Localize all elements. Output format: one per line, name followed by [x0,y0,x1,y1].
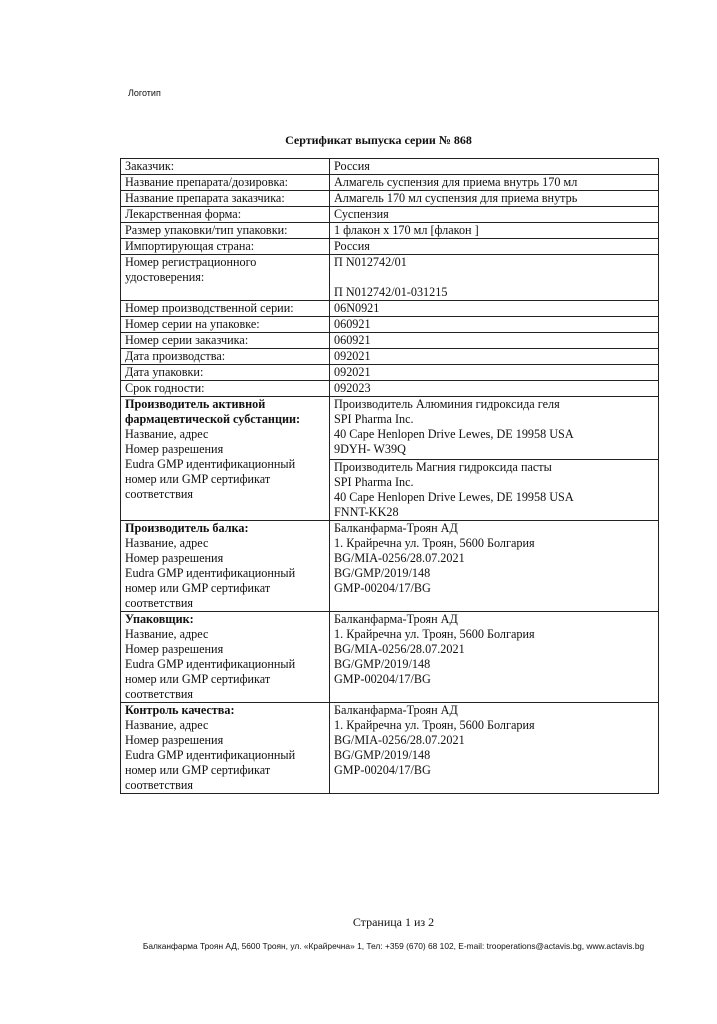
api-manufacturer-1 [334,397,654,457]
field-gmp-certificate: номер или GMP сертификат [125,581,271,595]
table-row [121,301,659,317]
registration-label [121,255,330,301]
table-row [121,365,659,381]
row-label: Лекарственная форма: [121,207,330,223]
permit-number: BG/MIA-0256/28.07.2021 [334,733,465,747]
field-gmp-certificate: номер или GMP сертификат [125,763,271,777]
registration-value [330,255,659,301]
api-substance-title: Производитель Магния гидроксида пасты [334,460,552,474]
table-row [121,159,659,175]
page-number: Страница 1 из 2 [352,915,435,929]
permit-number: BG/MIA-0256/28.07.2021 [334,642,465,656]
company-address: 1. Крайречна ул. Троян, 5600 Болгария [334,627,535,641]
field-permit-number: Номер разрешения [125,551,224,565]
company-name: Балканфарма-Троян АД [334,703,458,717]
gmp-certificate-number: GMP-00204/17/BG [334,763,431,777]
gmp-certificate-number: GMP-00204/17/BG [334,672,431,686]
table-row [121,175,659,191]
row-value: 1 флакон х 170 мл [флакон ] [330,223,659,239]
packager-label [121,612,330,703]
row-value: 092021 [330,365,659,381]
api-heading-line2: фармацевтической субстанции: [125,412,301,426]
row-label: Заказчик: [121,159,330,175]
field-eudra-gmp: Eudra GMP идентификационный [125,748,296,762]
row-label: Дата упаковки: [121,365,330,381]
api-manufacturer-label [121,397,330,521]
quality-control-row [121,703,659,794]
field-permit-number: Номер разрешения [125,733,224,747]
field-eudra-gmp: Eudra GMP идентификационный [125,457,296,471]
row-label: Название препарата заказчика: [121,191,330,207]
field-name-address: Название, адрес [125,427,209,441]
field-permit-number: Номер разрешения [125,642,224,656]
api-heading-line1: Производитель активной [125,397,266,411]
row-value: Алмагель суспензия для приема внутрь 170 мл [330,175,659,191]
quality-control-label [121,703,330,794]
row-value: Россия [330,159,659,175]
logo-placeholder: Логотип [128,88,161,98]
field-compliance: соответствия [125,778,193,792]
registration-label-line1: Номер регистрационного [125,255,257,269]
field-compliance: соответствия [125,687,193,701]
eudra-gmp-number: BG/GMP/2019/148 [334,566,431,580]
section-heading: Упаковщик: [125,612,194,626]
table-row [121,239,659,255]
api-company-name: SPI Pharma Inc. [334,412,414,426]
field-compliance: соответствия [125,487,193,501]
row-value: Алмагель 170 мл суспензия для приема внутрь [330,191,659,207]
row-value: 06N0921 [330,301,659,317]
row-label: Номер производственной серии: [121,301,330,317]
api-company-name: SPI Pharma Inc. [334,475,414,489]
api-company-address: 40 Cape Henlopen Drive Lewes, DE 19958 USA [334,490,574,504]
company-name: Балканфарма-Троян АД [334,612,458,626]
company-footer: Балканфарма Троян АД, 5600 Троян, ул. «Крайречна» 1, Тел: +359 (670) 68 102, E-mail: trooperations@actavis.bg, www.actavis.bg [142,941,645,951]
api-manufacturer-2 [330,459,658,520]
row-value: Суспензия [330,207,659,223]
permit-number: BG/MIA-0256/28.07.2021 [334,551,465,565]
bulk-manufacturer-value [330,521,659,612]
quality-control-value [330,703,659,794]
bulk-manufacturer-label [121,521,330,612]
table-row [121,207,659,223]
field-eudra-gmp: Eudra GMP идентификационный [125,566,296,580]
field-compliance: соответствия [125,596,193,610]
api-gmp-number: FNNT-KK28 [334,505,399,519]
table-row [121,191,659,207]
company-address: 1. Крайречна ул. Троян, 5600 Болгария [334,536,535,550]
row-label: Дата производства: [121,349,330,365]
row-value: 060921 [330,317,659,333]
row-label: Размер упаковки/тип упаковки: [121,223,330,239]
gmp-certificate-number: GMP-00204/17/BG [334,581,431,595]
table-row [121,223,659,239]
table-row [121,333,659,349]
registration-row [121,255,659,301]
registration-number: П N012742/01 [334,255,407,269]
field-name-address: Название, адрес [125,536,209,550]
field-name-address: Название, адрес [125,718,209,732]
field-name-address: Название, адрес [125,627,209,641]
field-gmp-certificate: номер или GMP сертификат [125,472,271,486]
document-title: Сертификат выпуска серии № 868 [285,133,472,147]
company-name: Балканфарма-Троян АД [334,521,458,535]
field-eudra-gmp: Eudra GMP идентификационный [125,657,296,671]
table-row [121,381,659,397]
registration-label-line2: удостоверения: [125,270,205,284]
row-value: Россия [330,239,659,255]
row-label: Название препарата/дозировка: [121,175,330,191]
api-company-address: 40 Cape Henlopen Drive Lewes, DE 19958 USA [334,427,574,441]
registration-number-change: П N012742/01-031215 [334,285,448,299]
table-row [121,349,659,365]
certificate-table [120,158,659,794]
bulk-manufacturer-row [121,521,659,612]
api-gmp-number: 9DYH- W39Q [334,442,406,456]
company-address: 1. Крайречна ул. Троян, 5600 Болгария [334,718,535,732]
section-heading: Производитель балка: [125,521,249,535]
packager-value [330,612,659,703]
api-manufacturer-value [330,397,659,521]
api-substance-title: Производитель Алюминия гидроксида геля [334,397,560,411]
eudra-gmp-number: BG/GMP/2019/148 [334,748,431,762]
row-value: 092023 [330,381,659,397]
section-heading: Контроль качества: [125,703,235,717]
row-label: Импортирующая страна: [121,239,330,255]
api-manufacturer-row [121,397,659,521]
row-value: 092021 [330,349,659,365]
packager-row [121,612,659,703]
row-label: Номер серии на упаковке: [121,317,330,333]
row-label: Номер серии заказчика: [121,333,330,349]
row-value: 060921 [330,333,659,349]
field-permit-number: Номер разрешения [125,442,224,456]
row-label: Срок годности: [121,381,330,397]
field-gmp-certificate: номер или GMP сертификат [125,672,271,686]
table-row [121,317,659,333]
eudra-gmp-number: BG/GMP/2019/148 [334,657,431,671]
